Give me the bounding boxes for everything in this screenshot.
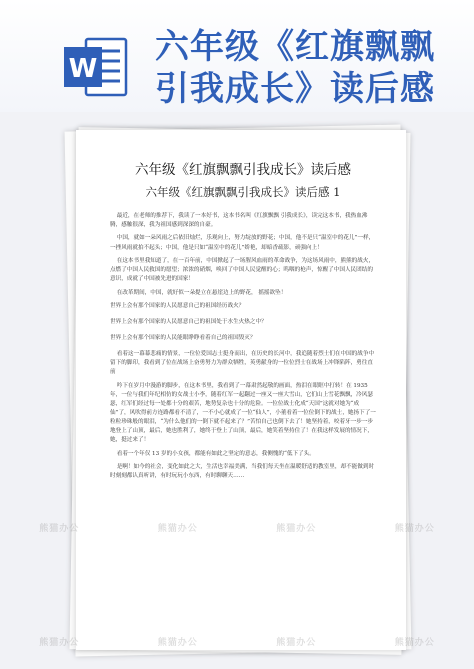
watermark-text: 熊猫办公 bbox=[39, 637, 80, 648]
paragraph: 吟下在岁月中漫游的脚步，在这本书里，我看到了一幕肃然起敬的画面，热泪在眼眶中打转！在 1935 年，一位与我们年纪相仿的女战士小李，随着红军一起翻过一座又一座大雪山，它们山上雪花飘飘，冷风瑟瑟，红军们经过每一处都十分的艰苦，地势复杂也十分的危险。一位位战士化成“天国”这就对她为“成仙”了，风吹得前方连路都看不清了，一不小心就成了一位“仙人”，小董看着一位位倒下的战士，她扬下了一粒粒珍珠般的眼泪，“为什么他们的一倒下就不起来了？”苦怕自己也倒下去了！她坚持着，咬着牙一步一步地登上了山顶，最后，她也胜利了，她终于登上了山顶，最后，她笑着坚持住了！在我这样发展的情况下，她，挺过来了！ bbox=[110, 382, 376, 444]
watermark-row bbox=[0, 634, 474, 648]
question-line: 世界上会有那个国家的人民愿意自己的祖国处于水生火热之中？ bbox=[110, 319, 267, 326]
question-line: 世界上会有那个国家的人民愿意自己的祖国经历战火？ bbox=[110, 302, 245, 309]
watermark-text: 熊猫办公 bbox=[276, 637, 317, 648]
word-document-icon bbox=[62, 37, 128, 97]
watermark-text: 熊猫办公 bbox=[276, 523, 317, 534]
watermark-text: 熊猫办公 bbox=[39, 523, 80, 534]
paragraph: 在改革期间，中国，就好似一朵提立在悬崖边上的野花， 摇摇欲坠！ bbox=[116, 289, 287, 296]
paragraph: 最近，在老师的推荐下，我读了一本好书，这本书名叫《红旗飘飘 引我成长》，读完这本书，我热血沸腾，感触很深，我为祖国感到深深的自豪。 bbox=[110, 213, 368, 229]
document-title: 六年级《红旗飘飘引我成长》读后感 bbox=[135, 162, 351, 178]
watermark-text: 熊猫办公 bbox=[157, 637, 198, 648]
watermark-text: 熊猫办公 bbox=[394, 523, 435, 534]
document-subtitle: 六年级《红旗飘飘引我成长》读后感 1 bbox=[145, 185, 341, 199]
watermark-text: 熊猫办公 bbox=[157, 523, 198, 534]
question-line: 世界上会有那个国家的人民能眼睁睁看着自己的祖国毁灭？ bbox=[110, 335, 256, 342]
word-icon-letter: W bbox=[68, 54, 98, 84]
paragraph: 中国，就如一朵风雨之后依旧灿烂，乐观向上，努力绽放的野花；中国，他不是只“温室中的花儿”一样，一挫风雨就拍不起头；中国，他是只如“温室中的花儿”娇艳，却暗香疏影，顽强向上！ bbox=[110, 235, 375, 251]
paragraph: 看着一个年仅 13 岁的小女孩，都能有如此之坚定的意志，我侧愧的“低下了头。 bbox=[116, 450, 315, 457]
paragraph: 在这本书里我知道了，在一百年前，中国掀起了一场腥风血雨的革命战争，为这场风雨中，熊熊的战火，点燃了中国人民救国的愿望；浓浓的硝烟，唤回了中国人民觉醒的心；呜咽的枪声，惊醒了中国人民团结的意识，成就了中国被先进的国家！ bbox=[110, 257, 375, 283]
paragraph: 是啊！如今的社会，变化如此之大，生活也幸福美满，当我们每天坐在温暖舒适的教室里，却不能做到时时刻刻都认真听讲，有时玩玩小东西，有时聊聊天…… bbox=[110, 464, 375, 480]
banner-title-line-2: 引我成长》读后感 bbox=[155, 69, 435, 109]
header-banner bbox=[0, 0, 474, 112]
watermark-row bbox=[0, 520, 474, 534]
banner-title-line-1: 六年级《红旗飘飘 bbox=[155, 27, 435, 67]
paragraph: 看着这一幕幕悲痛的情景，一位位爱国志士挺身而出，在历史的长河中，我追随着烈士们在中国的战争中留下的脚印，我看到了位在战场上奋勇努力为群众牺牲，英勇献身的一位位烈士在战场上冲锋陷阵，勇往直前 bbox=[110, 351, 375, 376]
document-page bbox=[76, 130, 406, 650]
watermark-text: 熊猫办公 bbox=[394, 637, 435, 648]
document-body bbox=[110, 212, 376, 481]
